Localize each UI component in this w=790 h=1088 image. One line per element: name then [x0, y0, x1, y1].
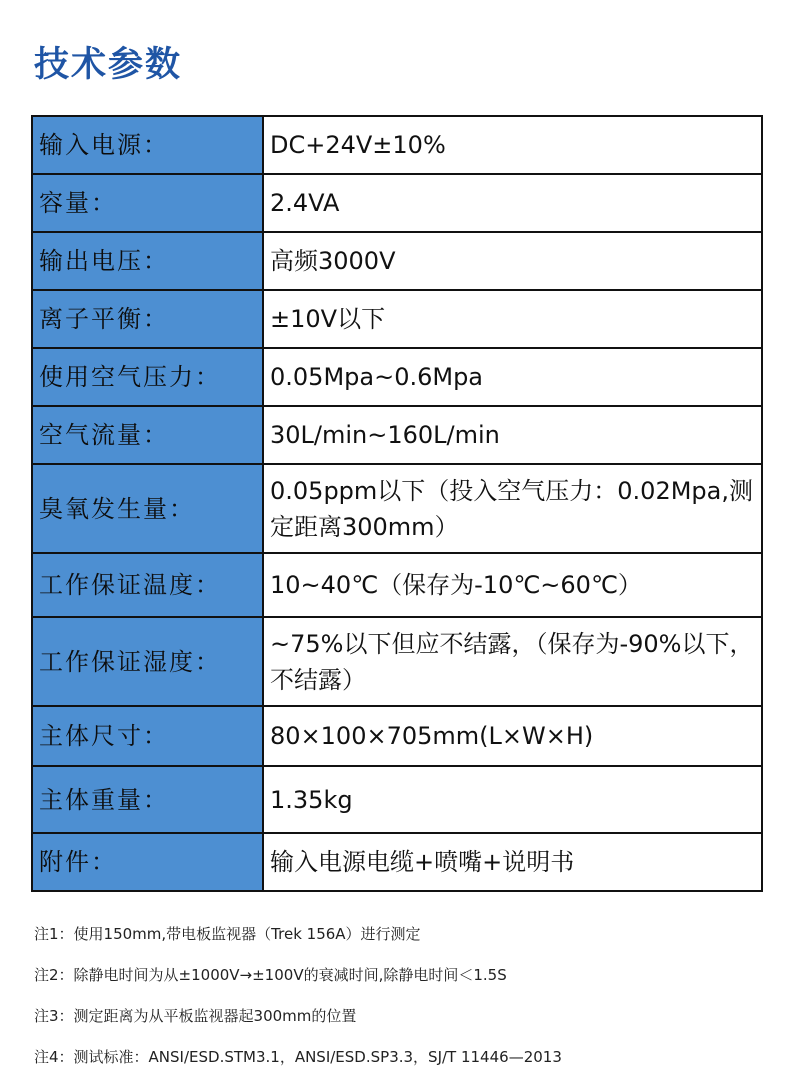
spec-row-humidity: [32, 617, 762, 706]
spec-label: 工作保证温度：: [32, 553, 263, 617]
spec-row-temperature: [32, 553, 762, 617]
spec-label: 输出电压：: [32, 232, 263, 290]
notes-section: [34, 924, 774, 1088]
spec-row-capacity: [32, 174, 762, 232]
spec-label: 空气流量：: [32, 406, 263, 464]
spec-value: 0.05ppm以下（投入空气压力：0.02Mpa,测定距离300mm）: [263, 464, 762, 553]
spec-value: 2.4VA: [263, 174, 762, 232]
spec-label: 使用空气压力：: [32, 348, 263, 406]
spec-label: 容量：: [32, 174, 263, 232]
spec-label: 工作保证湿度：: [32, 617, 263, 706]
spec-label: 附件：: [32, 833, 263, 891]
spec-value: 10~40℃（保存为-10℃~60℃）: [263, 553, 762, 617]
spec-value: 30L/min~160L/min: [263, 406, 762, 464]
spec-label: 主体重量：: [32, 766, 263, 833]
spec-value: 输入电源电缆+喷嘴+说明书: [263, 833, 762, 891]
spec-row-accessories: [32, 833, 762, 891]
note-4: 注4：测试标准：ANSI/ESD.STM3.1，ANSI/ESD.SP3.3，SJ/T 11446—2013: [34, 1048, 562, 1066]
spec-value: 高频3000V: [263, 232, 762, 290]
spec-label: 离子平衡：: [32, 290, 263, 348]
spec-label: 输入电源：: [32, 116, 263, 174]
spec-label: 臭氧发生量：: [32, 464, 263, 553]
note-1: 注1：使用150mm,带电板监视器（Trek 156A）进行测定: [34, 925, 421, 943]
note-2: 注2：除静电时间为从±1000V→±100V的衰减时间,除静电时间＜1.5S: [34, 966, 507, 984]
spec-row-output-voltage: [32, 232, 762, 290]
spec-row-weight: [32, 766, 762, 833]
spec-row-air-flow: [32, 406, 762, 464]
spec-value: 0.05Mpa~0.6Mpa: [263, 348, 762, 406]
spec-label: 主体尺寸：: [32, 706, 263, 766]
spec-row-air-pressure: [32, 348, 762, 406]
spec-row-ozone: [32, 464, 762, 553]
spec-table: [31, 115, 763, 892]
spec-value: ~75%以下但应不结露，（保存为-90%以下，不结露）: [263, 617, 762, 706]
spec-value: DC+24V±10%: [263, 116, 762, 174]
note-3: 注3：测定距离为从平板监视器起300mm的位置: [34, 1007, 357, 1025]
spec-row-dimensions: [32, 706, 762, 766]
page-title: 技术参数: [34, 45, 183, 85]
spec-row-ion-balance: [32, 290, 762, 348]
spec-row-input-power: [32, 116, 762, 174]
spec-value: 1.35kg: [263, 766, 762, 833]
spec-value: ±10V以下: [263, 290, 762, 348]
spec-value: 80×100×705mm(L×W×H): [263, 706, 762, 766]
